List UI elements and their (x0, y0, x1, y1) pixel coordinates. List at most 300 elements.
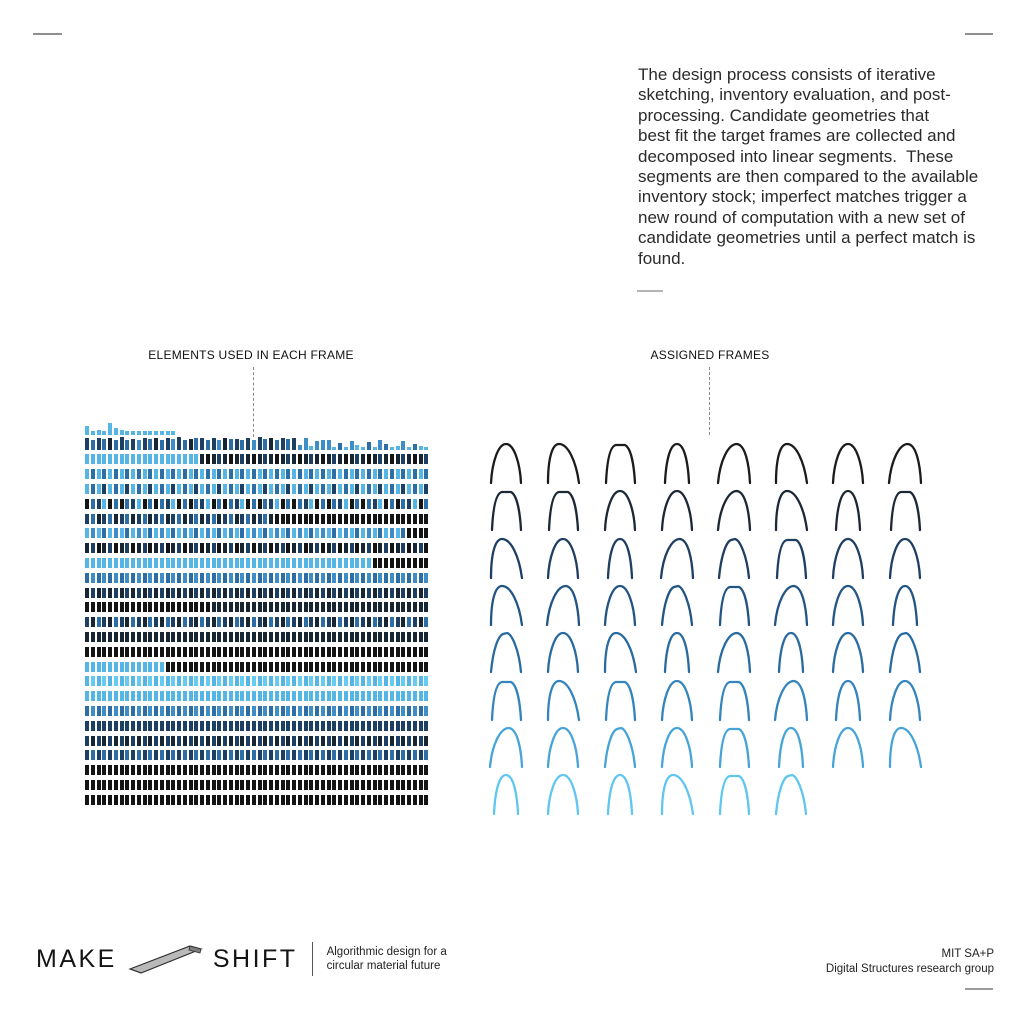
element-tick (114, 617, 118, 627)
beam-slash-icon (127, 942, 205, 976)
element-tick (263, 780, 267, 790)
element-tick (275, 573, 279, 583)
element-tick (304, 647, 308, 657)
element-tick (384, 602, 388, 612)
element-tick (315, 528, 319, 538)
element-tick (378, 588, 382, 598)
element-tick (378, 721, 382, 731)
element-tick (269, 676, 273, 686)
element-tick (85, 721, 89, 731)
element-tick (252, 676, 256, 686)
element-tick (327, 588, 331, 598)
element-tick (189, 750, 193, 760)
label-elements-used-in-each-frame: ELEMENTS USED IN EACH FRAME (148, 348, 354, 362)
element-tick (85, 736, 89, 746)
element-tick (166, 484, 170, 494)
element-tick (102, 632, 106, 642)
element-tick (206, 676, 210, 686)
element-row (85, 716, 430, 731)
element-tick (332, 447, 336, 450)
element-row (85, 775, 430, 790)
element-tick (350, 721, 354, 731)
element-tick (154, 528, 158, 538)
element-tick (114, 528, 118, 538)
element-tick (143, 438, 147, 450)
element-tick (91, 721, 95, 731)
element-tick (125, 558, 129, 568)
element-tick (189, 543, 193, 553)
element-tick (240, 676, 244, 686)
element-tick (166, 558, 170, 568)
element-tick (338, 706, 342, 716)
element-tick (97, 736, 101, 746)
element-tick (102, 469, 106, 479)
element-tick (292, 558, 296, 568)
element-tick (373, 484, 377, 494)
element-tick (177, 617, 181, 627)
element-tick (286, 558, 290, 568)
element-tick (309, 446, 313, 450)
element-tick (367, 632, 371, 642)
element-tick (304, 602, 308, 612)
element-tick (177, 543, 181, 553)
element-tick (367, 795, 371, 805)
element-tick (390, 780, 394, 790)
element-tick (332, 780, 336, 790)
element-tick (413, 632, 417, 642)
element-tick (114, 543, 118, 553)
element-tick (390, 588, 394, 598)
frame-arch (601, 536, 639, 580)
credit-block (826, 947, 994, 976)
element-tick (281, 528, 285, 538)
element-tick (97, 558, 101, 568)
element-tick (384, 558, 388, 568)
element-tick (177, 499, 181, 509)
element-tick (171, 558, 175, 568)
frame-arch (715, 441, 753, 485)
element-tick (85, 617, 89, 627)
element-tick (367, 691, 371, 701)
element-tick (344, 706, 348, 716)
element-tick (108, 795, 112, 805)
element-tick (401, 736, 405, 746)
frame-arch (658, 583, 696, 627)
element-tick (390, 736, 394, 746)
element-tick (355, 469, 359, 479)
element-tick (355, 721, 359, 731)
element-tick (367, 454, 371, 464)
element-tick (407, 691, 411, 701)
element-tick (177, 765, 181, 775)
element-tick (85, 543, 89, 553)
element-tick (120, 795, 124, 805)
element-tick (292, 676, 296, 686)
element-tick (131, 484, 135, 494)
element-row (85, 731, 430, 746)
element-tick (114, 428, 118, 435)
frame-arch (544, 441, 582, 485)
element-tick (396, 573, 400, 583)
element-tick (407, 662, 411, 672)
frame-arch (601, 488, 639, 532)
element-tick (401, 795, 405, 805)
element-tick (229, 780, 233, 790)
element-tick (108, 647, 112, 657)
element-tick (275, 440, 279, 450)
element-tick (378, 780, 382, 790)
element-tick (286, 528, 290, 538)
element-tick (189, 469, 193, 479)
element-tick (327, 647, 331, 657)
element-tick (384, 765, 388, 775)
element-tick (373, 514, 377, 524)
element-tick (171, 676, 175, 686)
element-tick (108, 691, 112, 701)
element-tick (148, 706, 152, 716)
element-tick (143, 750, 147, 760)
element-tick (401, 617, 405, 627)
element-tick (367, 780, 371, 790)
element-tick (217, 780, 221, 790)
element-tick (263, 647, 267, 657)
element-tick (338, 647, 342, 657)
element-tick (166, 588, 170, 598)
element-tick (154, 438, 158, 450)
element-tick (246, 691, 250, 701)
element-tick (137, 691, 141, 701)
element-tick (384, 444, 388, 450)
element-tick (194, 662, 198, 672)
element-tick (212, 765, 216, 775)
element-tick (189, 662, 193, 672)
element-tick (413, 484, 417, 494)
element-tick (166, 514, 170, 524)
element-tick (309, 543, 313, 553)
element-tick (413, 662, 417, 672)
frame-arch (829, 441, 867, 485)
element-tick (269, 721, 273, 731)
element-tick (309, 469, 313, 479)
logo-make-text: MAKE (36, 944, 117, 973)
element-tick (91, 691, 95, 701)
element-tick (309, 573, 313, 583)
element-tick (258, 588, 262, 598)
element-tick (327, 691, 331, 701)
element-tick (355, 454, 359, 464)
element-tick (315, 499, 319, 509)
element-tick (419, 706, 423, 716)
element-tick (143, 588, 147, 598)
element-tick (350, 543, 354, 553)
element-tick (166, 438, 170, 450)
element-tick (332, 469, 336, 479)
element-tick (137, 514, 141, 524)
element-tick (229, 647, 233, 657)
element-tick (223, 469, 227, 479)
element-tick (401, 514, 405, 524)
element-tick (338, 602, 342, 612)
element-tick (304, 662, 308, 672)
element-tick (286, 617, 290, 627)
element-tick (183, 647, 187, 657)
element-tick (263, 795, 267, 805)
element-tick (321, 573, 325, 583)
element-tick (401, 469, 405, 479)
element-tick (120, 691, 124, 701)
element-tick (97, 765, 101, 775)
element-tick (97, 430, 101, 435)
element-tick (361, 602, 365, 612)
element-tick (384, 588, 388, 598)
element-tick (298, 632, 302, 642)
element-tick (235, 765, 239, 775)
element-tick (401, 558, 405, 568)
element-tick (183, 795, 187, 805)
element-tick (407, 602, 411, 612)
element-tick (160, 662, 164, 672)
element-tick (390, 632, 394, 642)
element-tick (390, 602, 394, 612)
frame-arch (658, 725, 696, 769)
element-tick (424, 662, 428, 672)
element-tick (344, 499, 348, 509)
element-tick (373, 617, 377, 627)
element-tick (131, 573, 135, 583)
element-tick (344, 721, 348, 731)
element-tick (373, 469, 377, 479)
element-tick (120, 780, 124, 790)
element-tick (424, 514, 428, 524)
element-tick (114, 499, 118, 509)
element-tick (217, 528, 221, 538)
element-tick (125, 528, 129, 538)
element-tick (252, 647, 256, 657)
element-tick (281, 573, 285, 583)
element-tick (413, 499, 417, 509)
element-tick (143, 558, 147, 568)
element-tick (131, 795, 135, 805)
element-tick (125, 691, 129, 701)
element-tick (361, 447, 365, 450)
element-tick (189, 706, 193, 716)
element-tick (275, 558, 279, 568)
element-row (85, 479, 430, 494)
element-tick (350, 676, 354, 686)
element-tick (120, 573, 124, 583)
element-tick (189, 499, 193, 509)
frame-arch (544, 678, 582, 722)
intro-line: inventory stock; imperfect matches trigger a (638, 187, 967, 207)
element-tick (171, 795, 175, 805)
element-tick (160, 484, 164, 494)
element-tick (131, 647, 135, 657)
element-tick (120, 632, 124, 642)
element-tick (338, 795, 342, 805)
element-tick (281, 691, 285, 701)
element-tick (166, 736, 170, 746)
element-row (85, 524, 430, 539)
element-tick (137, 573, 141, 583)
element-tick (258, 602, 262, 612)
element-tick (91, 617, 95, 627)
element-tick (258, 691, 262, 701)
element-tick (131, 765, 135, 775)
element-tick (160, 528, 164, 538)
element-tick (269, 632, 273, 642)
element-tick (114, 484, 118, 494)
element-tick (286, 499, 290, 509)
element-tick (97, 543, 101, 553)
element-tick (148, 602, 152, 612)
element-tick (200, 632, 204, 642)
element-tick (281, 602, 285, 612)
element-tick (355, 632, 359, 642)
element-tick (269, 543, 273, 553)
element-tick (292, 454, 296, 464)
element-tick (413, 736, 417, 746)
element-tick (97, 647, 101, 657)
element-tick (143, 691, 147, 701)
element-tick (344, 736, 348, 746)
element-tick (361, 558, 365, 568)
element-tick (304, 736, 308, 746)
element-tick (194, 736, 198, 746)
element-tick (229, 588, 233, 598)
element-tick (131, 706, 135, 716)
element-tick (304, 706, 308, 716)
element-tick (378, 514, 382, 524)
element-tick (281, 780, 285, 790)
element-tick (91, 662, 95, 672)
element-tick (332, 736, 336, 746)
element-tick (321, 795, 325, 805)
element-tick (120, 430, 124, 435)
element-tick (419, 469, 423, 479)
element-tick (281, 721, 285, 731)
element-tick (332, 617, 336, 627)
element-tick (177, 647, 181, 657)
element-tick (143, 514, 147, 524)
element-tick (258, 543, 262, 553)
element-tick (378, 691, 382, 701)
element-tick (413, 444, 417, 450)
element-tick (252, 469, 256, 479)
element-tick (275, 676, 279, 686)
element-tick (378, 750, 382, 760)
element-tick (217, 602, 221, 612)
element-tick (258, 736, 262, 746)
frame-arch (487, 772, 525, 816)
element-tick (258, 750, 262, 760)
element-tick (332, 647, 336, 657)
element-tick (298, 780, 302, 790)
element-tick (97, 795, 101, 805)
element-tick (396, 617, 400, 627)
element-tick (212, 514, 216, 524)
element-tick (327, 617, 331, 627)
element-tick (125, 676, 129, 686)
element-tick (269, 780, 273, 790)
element-tick (252, 588, 256, 598)
element-tick (355, 706, 359, 716)
element-tick (315, 706, 319, 716)
element-tick (125, 573, 129, 583)
element-tick (275, 543, 279, 553)
element-tick (407, 780, 411, 790)
element-tick (131, 691, 135, 701)
element-tick (137, 469, 141, 479)
element-tick (102, 691, 106, 701)
element-tick (91, 558, 95, 568)
element-tick (263, 736, 267, 746)
element-tick (327, 484, 331, 494)
element-tick (401, 662, 405, 672)
element-tick (367, 617, 371, 627)
element-tick (240, 484, 244, 494)
element-tick (235, 558, 239, 568)
element-tick (263, 439, 267, 450)
element-tick (217, 543, 221, 553)
element-tick (292, 780, 296, 790)
element-tick (350, 736, 354, 746)
element-tick (281, 795, 285, 805)
element-tick (361, 454, 365, 464)
element-tick (240, 691, 244, 701)
element-tick (85, 484, 89, 494)
element-tick (97, 632, 101, 642)
element-tick (298, 573, 302, 583)
element-tick (390, 447, 394, 450)
element-row (85, 612, 430, 627)
element-tick (338, 736, 342, 746)
element-tick (229, 736, 233, 746)
element-tick (217, 721, 221, 731)
element-tick (286, 602, 290, 612)
element-tick (217, 558, 221, 568)
element-tick (217, 706, 221, 716)
element-tick (85, 676, 89, 686)
element-tick (361, 750, 365, 760)
element-tick (137, 528, 141, 538)
element-tick (292, 617, 296, 627)
element-tick (367, 676, 371, 686)
element-tick (189, 691, 193, 701)
element-tick (240, 469, 244, 479)
element-tick (200, 647, 204, 657)
element-tick (108, 558, 112, 568)
element-tick (350, 691, 354, 701)
element-tick (401, 676, 405, 686)
element-tick (367, 558, 371, 568)
element-tick (315, 469, 319, 479)
element-tick (246, 750, 250, 760)
element-tick (401, 721, 405, 731)
element-tick (160, 469, 164, 479)
element-tick (281, 736, 285, 746)
frame-arch (772, 583, 810, 627)
element-tick (177, 588, 181, 598)
element-tick (298, 602, 302, 612)
element-tick (189, 617, 193, 627)
element-tick (217, 440, 221, 450)
element-tick (309, 736, 313, 746)
element-tick (200, 736, 204, 746)
element-tick (252, 454, 256, 464)
element-tick (338, 780, 342, 790)
element-tick (212, 454, 216, 464)
element-tick (154, 780, 158, 790)
